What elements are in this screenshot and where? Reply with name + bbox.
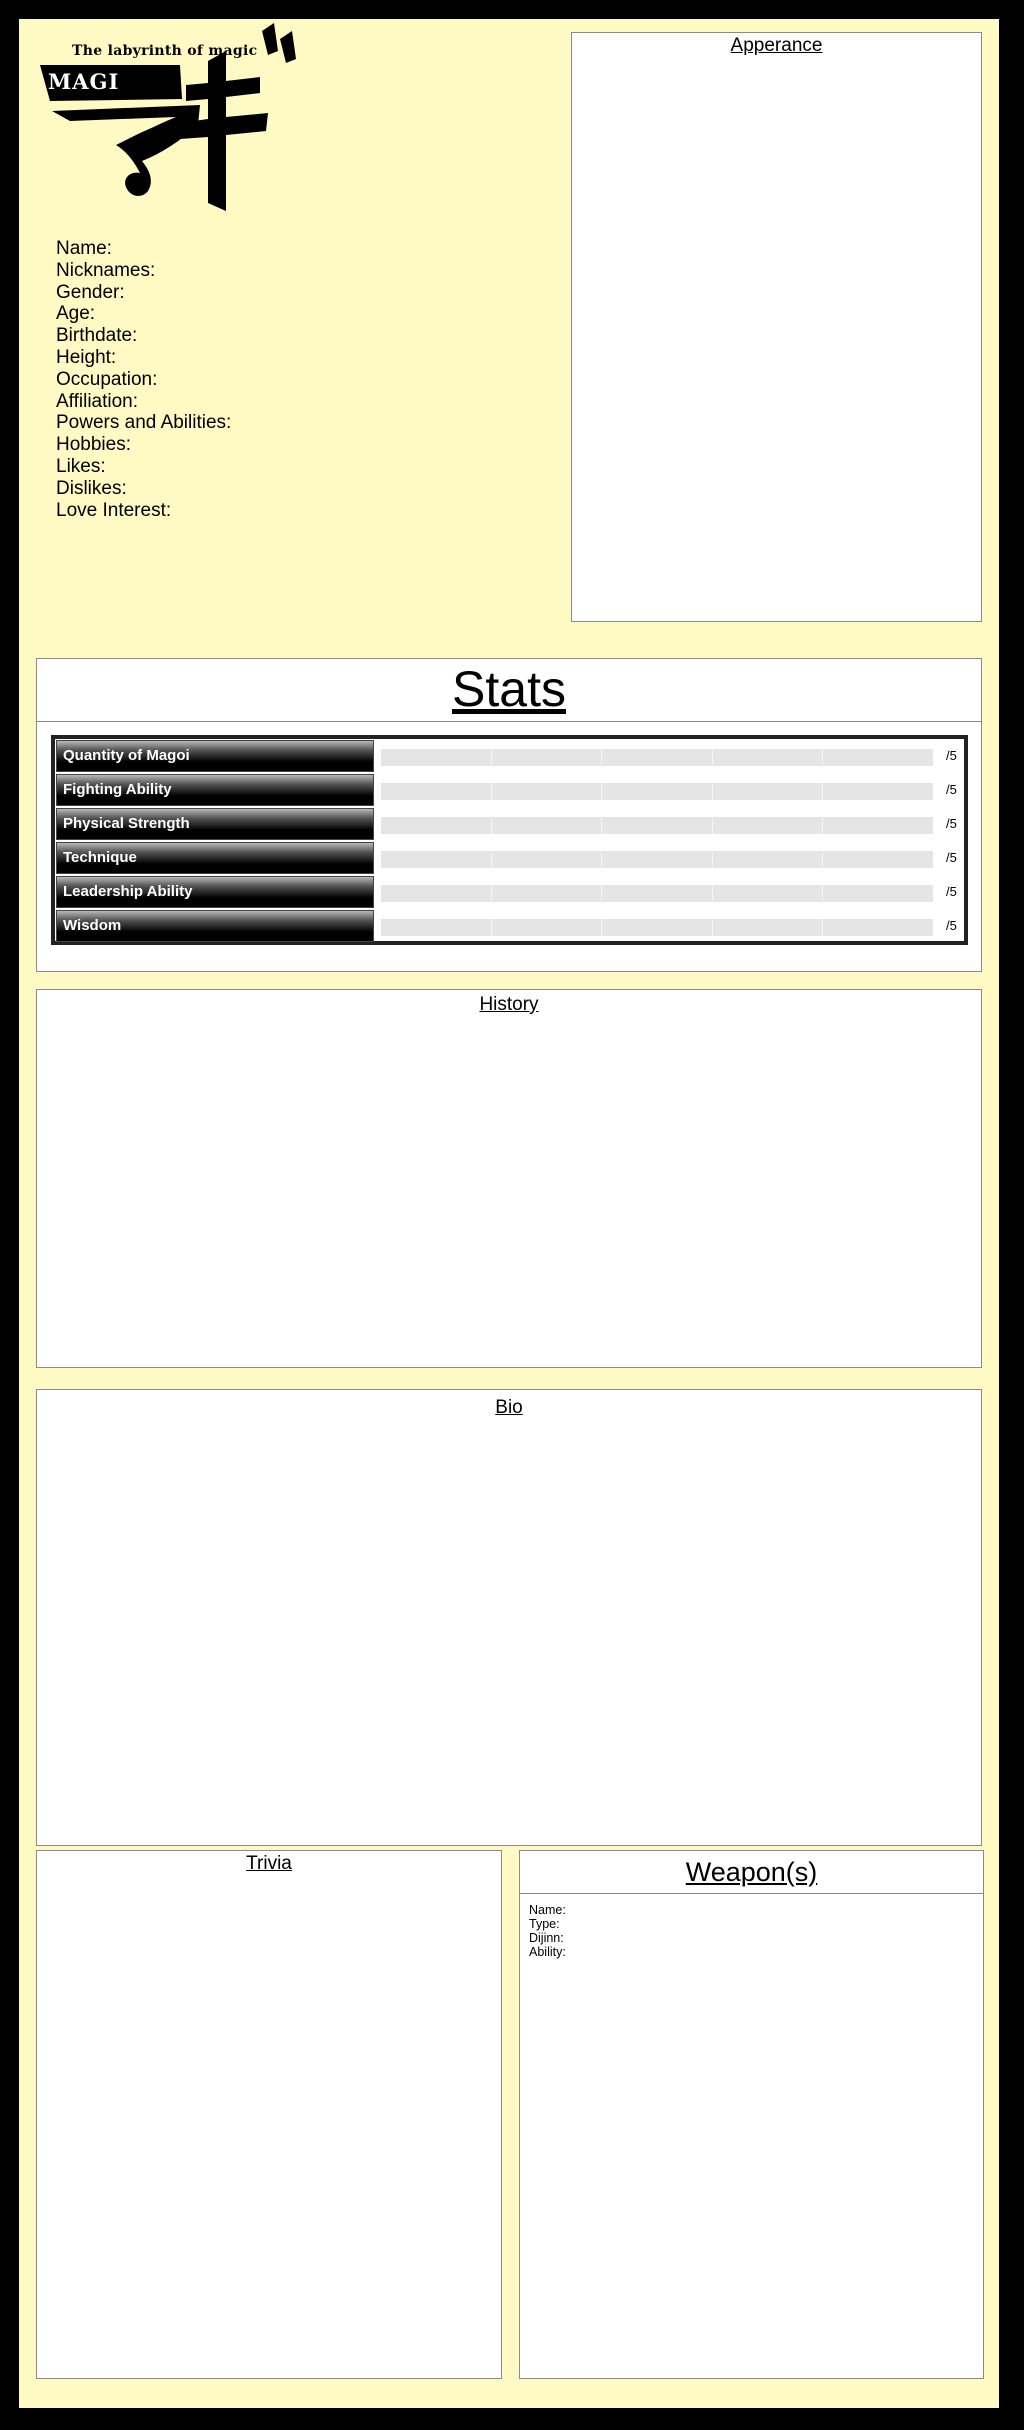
stat-row [55, 774, 964, 806]
info-field-nicknames: Nicknames: [56, 259, 156, 281]
stat-label: Leadership Ability [56, 876, 374, 908]
appearance-title: Apperance [730, 35, 823, 56]
stat-label: Technique [56, 842, 374, 874]
info-field-age: Age: [56, 303, 96, 325]
info-field-likes: Likes: [56, 455, 106, 477]
stat-row [55, 876, 964, 908]
history-title: History [479, 994, 539, 1015]
logo-title: MAGI [48, 69, 120, 94]
stat-max: /5 [946, 850, 957, 865]
stat-row [55, 910, 964, 942]
stat-row [55, 842, 964, 874]
stat-bar [381, 851, 933, 868]
stat-label: Physical Strength [56, 808, 374, 840]
stat-max: /5 [946, 748, 957, 763]
stats-title: Stats [452, 661, 566, 717]
character-info-list [56, 238, 231, 521]
appearance-panel [571, 32, 982, 622]
weapon-field-ability: Ability: [529, 1945, 566, 1959]
weapon-field-dijinn: Dijinn: [529, 1931, 564, 1945]
magi-logo [30, 21, 305, 211]
trivia-panel [36, 1850, 502, 2379]
stat-label: Fighting Ability [56, 774, 374, 806]
bio-title: Bio [495, 1397, 523, 1418]
trivia-title: Trivia [246, 1853, 292, 1874]
weapon-field-type: Type: [529, 1917, 560, 1931]
info-field-affiliation: Affiliation: [56, 390, 139, 412]
info-field-hobbies: Hobbies: [56, 434, 131, 456]
weapons-title: Weapon(s) [685, 1857, 818, 1887]
stat-row [55, 740, 964, 772]
stats-header [37, 659, 981, 722]
info-field-height: Height: [56, 346, 117, 368]
stat-bar [381, 817, 933, 834]
stat-bar [381, 885, 933, 902]
stats-panel [36, 658, 982, 972]
history-panel [36, 989, 982, 1368]
info-field-occupation: Occupation: [56, 368, 158, 390]
stat-label: Wisdom [56, 910, 374, 942]
stat-label: Quantity of Magoi [56, 740, 374, 772]
weapons-panel [519, 1850, 984, 2379]
character-sheet [19, 19, 999, 2408]
stat-max: /5 [946, 884, 957, 899]
info-field-powers: Powers and Abilities: [56, 412, 232, 434]
stat-bar [381, 783, 933, 800]
stats-table [51, 735, 968, 945]
info-field-dislikes: Dislikes: [56, 477, 127, 499]
stat-row [55, 808, 964, 840]
stat-bar [381, 919, 933, 936]
info-field-gender: Gender: [56, 281, 125, 303]
info-field-birthdate: Birthdate: [56, 325, 138, 347]
weapons-fields [520, 1894, 983, 1959]
info-field-name: Name: [56, 238, 112, 259]
stat-bar [381, 749, 933, 766]
logo-subtitle: The labyrinth of magic [72, 43, 258, 59]
stat-max: /5 [946, 918, 957, 933]
info-field-love-interest: Love Interest: [56, 499, 172, 521]
bio-panel [36, 1389, 982, 1846]
weapon-field-name: Name: [529, 1903, 566, 1917]
stat-max: /5 [946, 782, 957, 797]
stat-max: /5 [946, 816, 957, 831]
weapons-header [520, 1851, 983, 1894]
